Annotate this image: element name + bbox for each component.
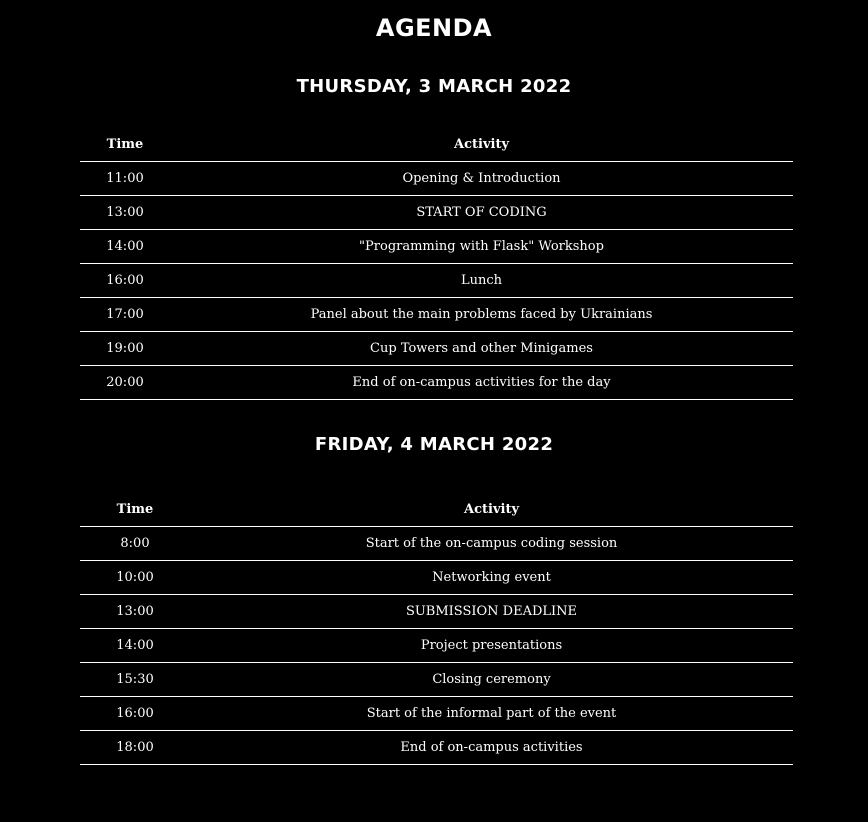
time-cell: 18:00: [80, 731, 190, 765]
column-header-activity: Activity: [190, 493, 793, 527]
time-cell: 11:00: [80, 162, 170, 196]
activity-cell: "Programming with Flask" Workshop: [170, 230, 793, 264]
time-cell: 10:00: [80, 561, 190, 595]
activity-cell: Project presentations: [190, 629, 793, 663]
activity-cell: SUBMISSION DEADLINE: [190, 595, 793, 629]
activity-cell: Networking event: [190, 561, 793, 595]
table-row: [80, 595, 793, 629]
table-row: [80, 697, 793, 731]
activity-cell: Panel about the main problems faced by Ukrainians: [170, 298, 793, 332]
table-row: [80, 629, 793, 663]
day-heading-friday: FRIDAY, 4 MARCH 2022: [314, 434, 554, 455]
table-row: [80, 162, 793, 196]
table-row: [80, 663, 793, 697]
agenda-table-friday: [80, 493, 793, 765]
table-row: [80, 298, 793, 332]
table-header-row: [80, 493, 793, 527]
time-cell: 14:00: [80, 629, 190, 663]
table-row: [80, 731, 793, 765]
activity-cell: Cup Towers and other Minigames: [170, 332, 793, 366]
column-header-activity: Activity: [170, 128, 793, 162]
table-row: [80, 366, 793, 400]
time-cell: 8:00: [80, 527, 190, 561]
table-row: [80, 527, 793, 561]
time-cell: 17:00: [80, 298, 170, 332]
activity-cell: Opening & Introduction: [170, 162, 793, 196]
time-cell: 16:00: [80, 264, 170, 298]
time-cell: 20:00: [80, 366, 170, 400]
time-cell: 19:00: [80, 332, 170, 366]
activity-cell: Start of the informal part of the event: [190, 697, 793, 731]
day-heading-thursday: THURSDAY, 3 MARCH 2022: [296, 76, 572, 97]
activity-cell: End of on-campus activities: [190, 731, 793, 765]
table-row: [80, 561, 793, 595]
column-header-time: Time: [80, 128, 170, 162]
activity-cell: Closing ceremony: [190, 663, 793, 697]
table-row: [80, 332, 793, 366]
time-cell: 14:00: [80, 230, 170, 264]
time-cell: 13:00: [80, 196, 170, 230]
table-row: [80, 196, 793, 230]
activity-cell: Start of the on-campus coding session: [190, 527, 793, 561]
agenda-table-thursday: [80, 128, 793, 400]
activity-cell: START OF CODING: [170, 196, 793, 230]
time-cell: 15:30: [80, 663, 190, 697]
table-row: [80, 230, 793, 264]
page-title: AGENDA: [375, 14, 493, 42]
column-header-time: Time: [80, 493, 190, 527]
activity-cell: End of on-campus activities for the day: [170, 366, 793, 400]
table-header-row: [80, 128, 793, 162]
time-cell: 13:00: [80, 595, 190, 629]
activity-cell: Lunch: [170, 264, 793, 298]
table-row: [80, 264, 793, 298]
time-cell: 16:00: [80, 697, 190, 731]
